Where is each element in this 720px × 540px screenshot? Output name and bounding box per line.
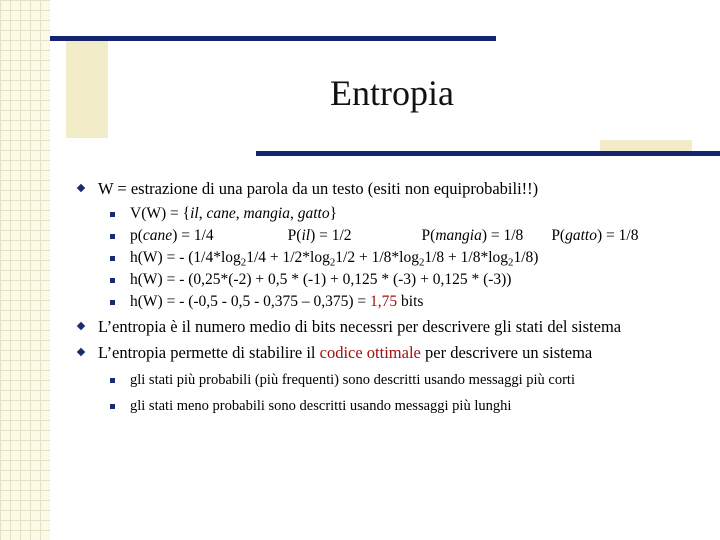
text: P(: [551, 227, 566, 244]
sub-bullet-item: [78, 203, 708, 225]
bullet-item: [78, 316, 708, 338]
bottom-accent-bar: [256, 151, 720, 156]
text: }: [329, 205, 338, 222]
square-bullet-icon: [110, 234, 115, 239]
sub-bullet-item: [78, 393, 708, 419]
text: 1/4 + 1/2*log: [246, 249, 330, 266]
text: ,: [235, 205, 244, 222]
sub-bullet-item: [78, 291, 708, 313]
sub-bullet-item: [78, 269, 708, 291]
text: 1/8): [513, 249, 539, 266]
subscript: 2: [240, 256, 247, 269]
sub-bullet-list: [78, 367, 708, 419]
square-bullet-icon: [110, 378, 115, 383]
word: gatto: [297, 205, 330, 222]
word: mangia: [435, 227, 482, 244]
square-bullet-icon: [110, 256, 115, 261]
text: P(: [421, 227, 436, 244]
text: ,: [198, 205, 207, 222]
slide-title: Entropia: [330, 73, 454, 113]
text: ) = 1/4: [172, 227, 214, 244]
text: L’entropia permette di stabilire il: [98, 343, 320, 362]
entropy-value: 1,75: [370, 293, 398, 310]
text: h(W) = - (1/4*log: [130, 249, 241, 266]
subscript: 2: [418, 256, 425, 269]
diamond-bullet-icon: [77, 322, 85, 330]
text: ) = 1/8: [596, 227, 639, 244]
text: ) = 1/8: [481, 227, 524, 244]
text: 1/2 + 1/8*log: [335, 249, 419, 266]
word: cane: [142, 227, 173, 244]
bullet-text: L’entropia è il numero medio di bits necessri per descrivere gli stati del sistema: [98, 317, 622, 336]
bullet-text: W = estrazione di una parola da un testo (esiti non equiprobabili!!): [98, 179, 539, 198]
word: il: [190, 205, 199, 222]
striped-sidebar-decoration: [0, 0, 50, 540]
beige-accent-block: [66, 40, 108, 138]
text: ,: [289, 205, 298, 222]
text: gli stati meno probabili sono descritti usando messaggi più lunghi: [130, 398, 512, 414]
diamond-bullet-icon: [77, 348, 85, 356]
sub-bullet-item: [78, 247, 708, 269]
text: V(W) = {: [130, 205, 191, 222]
word: mangia: [243, 205, 290, 222]
text: P(: [287, 227, 302, 244]
diamond-bullet-icon: [77, 184, 85, 192]
square-bullet-icon: [110, 300, 115, 305]
sub-bullet-item: [78, 367, 708, 393]
sub-bullet-item: [78, 225, 708, 247]
text: p(: [130, 227, 143, 244]
slide-content: [78, 178, 708, 422]
text: h(W) = - (-0,5 - 0,5 - 0,375 – 0,375) =: [130, 293, 371, 310]
word: cane: [206, 205, 236, 222]
text: per descrivere un sistema: [420, 343, 593, 362]
sub-bullet-list: [78, 203, 708, 313]
word: gatto: [565, 227, 597, 244]
bullet-item: [78, 178, 708, 200]
subscript: 2: [508, 256, 514, 269]
subscript: 2: [329, 256, 336, 269]
text: ) = 1/2: [310, 227, 352, 244]
top-accent-bar: [50, 36, 496, 41]
text: bits: [397, 293, 424, 310]
text: h(W) = - (0,25*(-2) + 0,5 * (-1) + 0,125 * (-3) + 0,125 * (-3)): [130, 271, 512, 288]
text: 1/8 + 1/8*log: [424, 249, 509, 266]
text: gli stati più probabili (più frequenti) sono descritti usando messaggi più corti: [130, 372, 575, 388]
highlighted-term: codice ottimale: [319, 343, 421, 362]
square-bullet-icon: [110, 404, 115, 409]
square-bullet-icon: [110, 278, 115, 283]
bullet-item: [78, 342, 708, 364]
square-bullet-icon: [110, 212, 115, 217]
word: il: [301, 227, 311, 244]
